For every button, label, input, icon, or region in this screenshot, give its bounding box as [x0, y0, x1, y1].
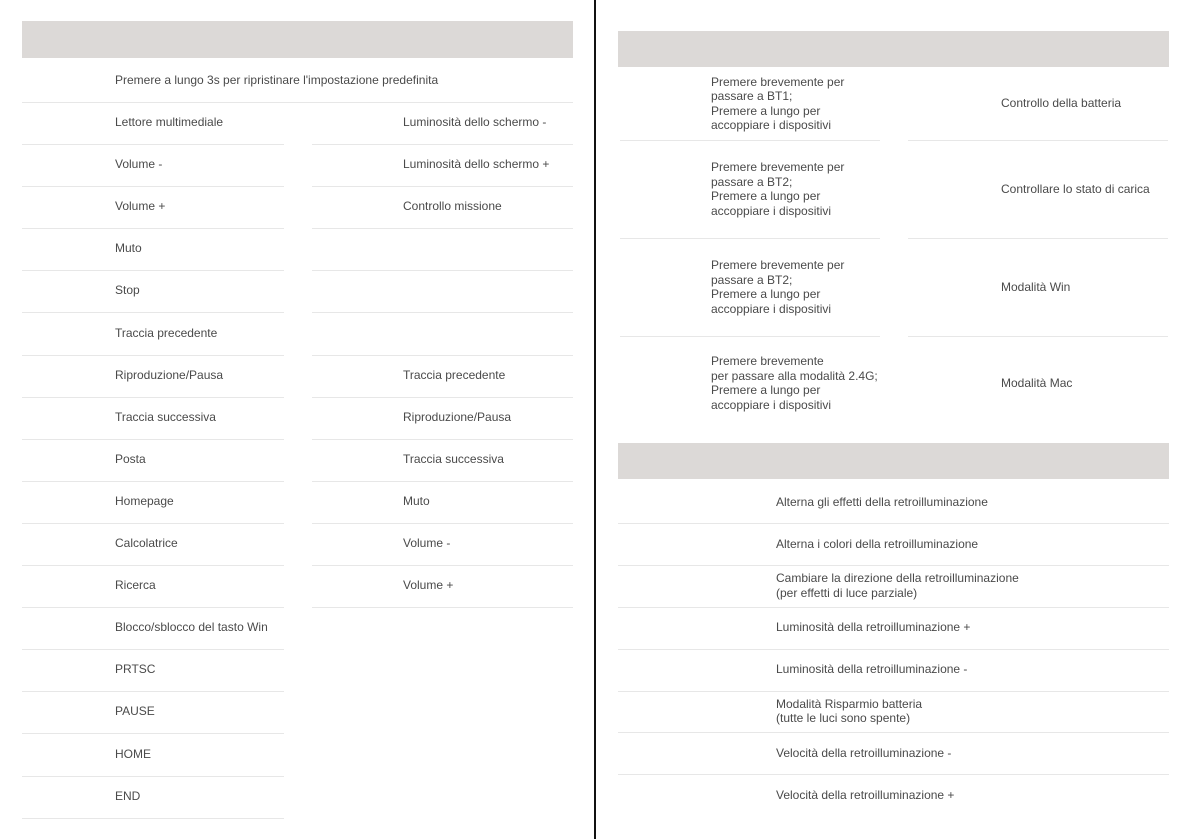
left-col-a-line [22, 523, 284, 524]
left-col-a-line [22, 355, 284, 356]
left-col-a-line [22, 565, 284, 566]
left-col-b-cell: Volume + [403, 578, 454, 593]
left-col-b-line [312, 270, 573, 271]
left-col-b-cell: Controllo missione [403, 199, 502, 214]
left-col-a-line [22, 481, 284, 482]
left-col-a-cell: END [115, 788, 141, 803]
left-col-a-line [22, 776, 284, 777]
left-col-a-cell: Stop [115, 283, 140, 298]
left-col-b-line [312, 481, 573, 482]
connection-description: Premere brevemente per passare a BT2; Premere a lungo per accoppiare i dispositivi [711, 160, 845, 218]
left-col-a-cell: Homepage [115, 493, 174, 508]
left-col-a-line [22, 649, 284, 650]
backlight-function: Luminosità della retroilluminazione + [776, 620, 971, 635]
left-col-a-cell: Ricerca [115, 578, 156, 593]
left-col-b-cell: Luminosità dello schermo - [403, 115, 547, 129]
connection-description: Premere brevemente per passare alla modalità 2.4G; Premere a lungo per accoppiare i dispositivi [711, 354, 878, 412]
left-col-a-line [22, 733, 284, 734]
connection-function: Modalità Mac [1001, 375, 1073, 390]
left-col-a-cell: Blocco/sblocco del tasto Win [115, 620, 268, 635]
left-col-b-cell: Muto [403, 493, 430, 508]
left-col-b-cell: Volume - [403, 536, 451, 550]
connection-function: Controllo della batteria [1001, 96, 1122, 111]
left-col-a-line [22, 312, 284, 313]
left-col-a-line [22, 186, 284, 187]
right-header-bar-backlight [618, 443, 1169, 479]
left-intro-line [22, 102, 573, 103]
backlight-function: Cambiare la direzione della retroilluminazione (per effetti di luce parziale) [776, 571, 1019, 600]
left-col-a-cell: Riproduzione/Pausa [115, 367, 224, 382]
left-col-b-cell: Traccia successiva [403, 451, 504, 466]
left-col-a-cell: Lettore multimediale [115, 115, 224, 129]
backlight-function: Velocità della retroilluminazione + [776, 787, 955, 802]
left-col-b-cell: Traccia precedente [403, 367, 506, 382]
left-col-b-cell: Riproduzione/Pausa [403, 409, 512, 424]
left-col-b-line [312, 312, 573, 313]
backlight-function: Luminosità della retroilluminazione - [776, 662, 968, 677]
left-col-a-cell: Calcolatrice [115, 536, 178, 550]
left-col-a-cell: Volume + [115, 199, 166, 214]
left-col-b-line [312, 144, 573, 145]
left-col-a-line [22, 228, 284, 229]
left-col-a-cell: Volume - [115, 157, 163, 172]
left-col-a-line [22, 397, 284, 398]
left-col-b-cell: Luminosità dello schermo + [403, 157, 550, 172]
backlight-function: Velocità della retroilluminazione - [776, 746, 952, 761]
left-col-b-line [312, 228, 573, 229]
left-col-b-line [312, 439, 573, 440]
left-col-a-cell: Muto [115, 241, 142, 256]
left-header-bar [22, 21, 573, 58]
connection-description: Premere brevemente per passare a BT2; Premere a lungo per accoppiare i dispositivi [711, 258, 845, 316]
page-divider [594, 0, 596, 839]
left-col-a-cell: PAUSE [115, 704, 155, 719]
left-col-b-line [312, 397, 573, 398]
left-col-a-line [22, 691, 284, 692]
connection-function: Modalità Win [1001, 279, 1071, 294]
left-col-b-line [312, 186, 573, 187]
right-header-bar-connection [618, 31, 1169, 67]
left-col-a-cell: Traccia precedente [115, 325, 218, 340]
left-col-b-line [312, 523, 573, 524]
left-col-b-line [312, 565, 573, 566]
left-col-b-line [312, 355, 573, 356]
left-col-a-line [22, 144, 284, 145]
backlight-function: Alterna gli effetti della retroilluminazione [776, 494, 988, 509]
left-col-a-cell: HOME [115, 746, 151, 761]
left-col-b-line [312, 607, 573, 608]
left-intro-text: Premere a lungo 3s per ripristinare l'impostazione predefinita [115, 73, 439, 87]
left-col-a-line [22, 818, 284, 819]
left-col-a-line [22, 439, 284, 440]
connection-function: Controllare lo stato di carica [1001, 181, 1150, 196]
backlight-function: Alterna i colori della retroilluminazione [776, 536, 979, 551]
left-col-a-cell: Traccia successiva [115, 409, 216, 424]
left-col-a-cell: Posta [115, 451, 146, 466]
connection-description: Premere brevemente per passare a BT1; Premere a lungo per accoppiare i dispositivi [711, 74, 845, 132]
left-col-a-line [22, 607, 284, 608]
left-col-a-line [22, 270, 284, 271]
backlight-function: Modalità Risparmio batteria (tutte le luci sono spente) [776, 696, 923, 726]
left-col-a-cell: PRTSC [115, 662, 156, 677]
